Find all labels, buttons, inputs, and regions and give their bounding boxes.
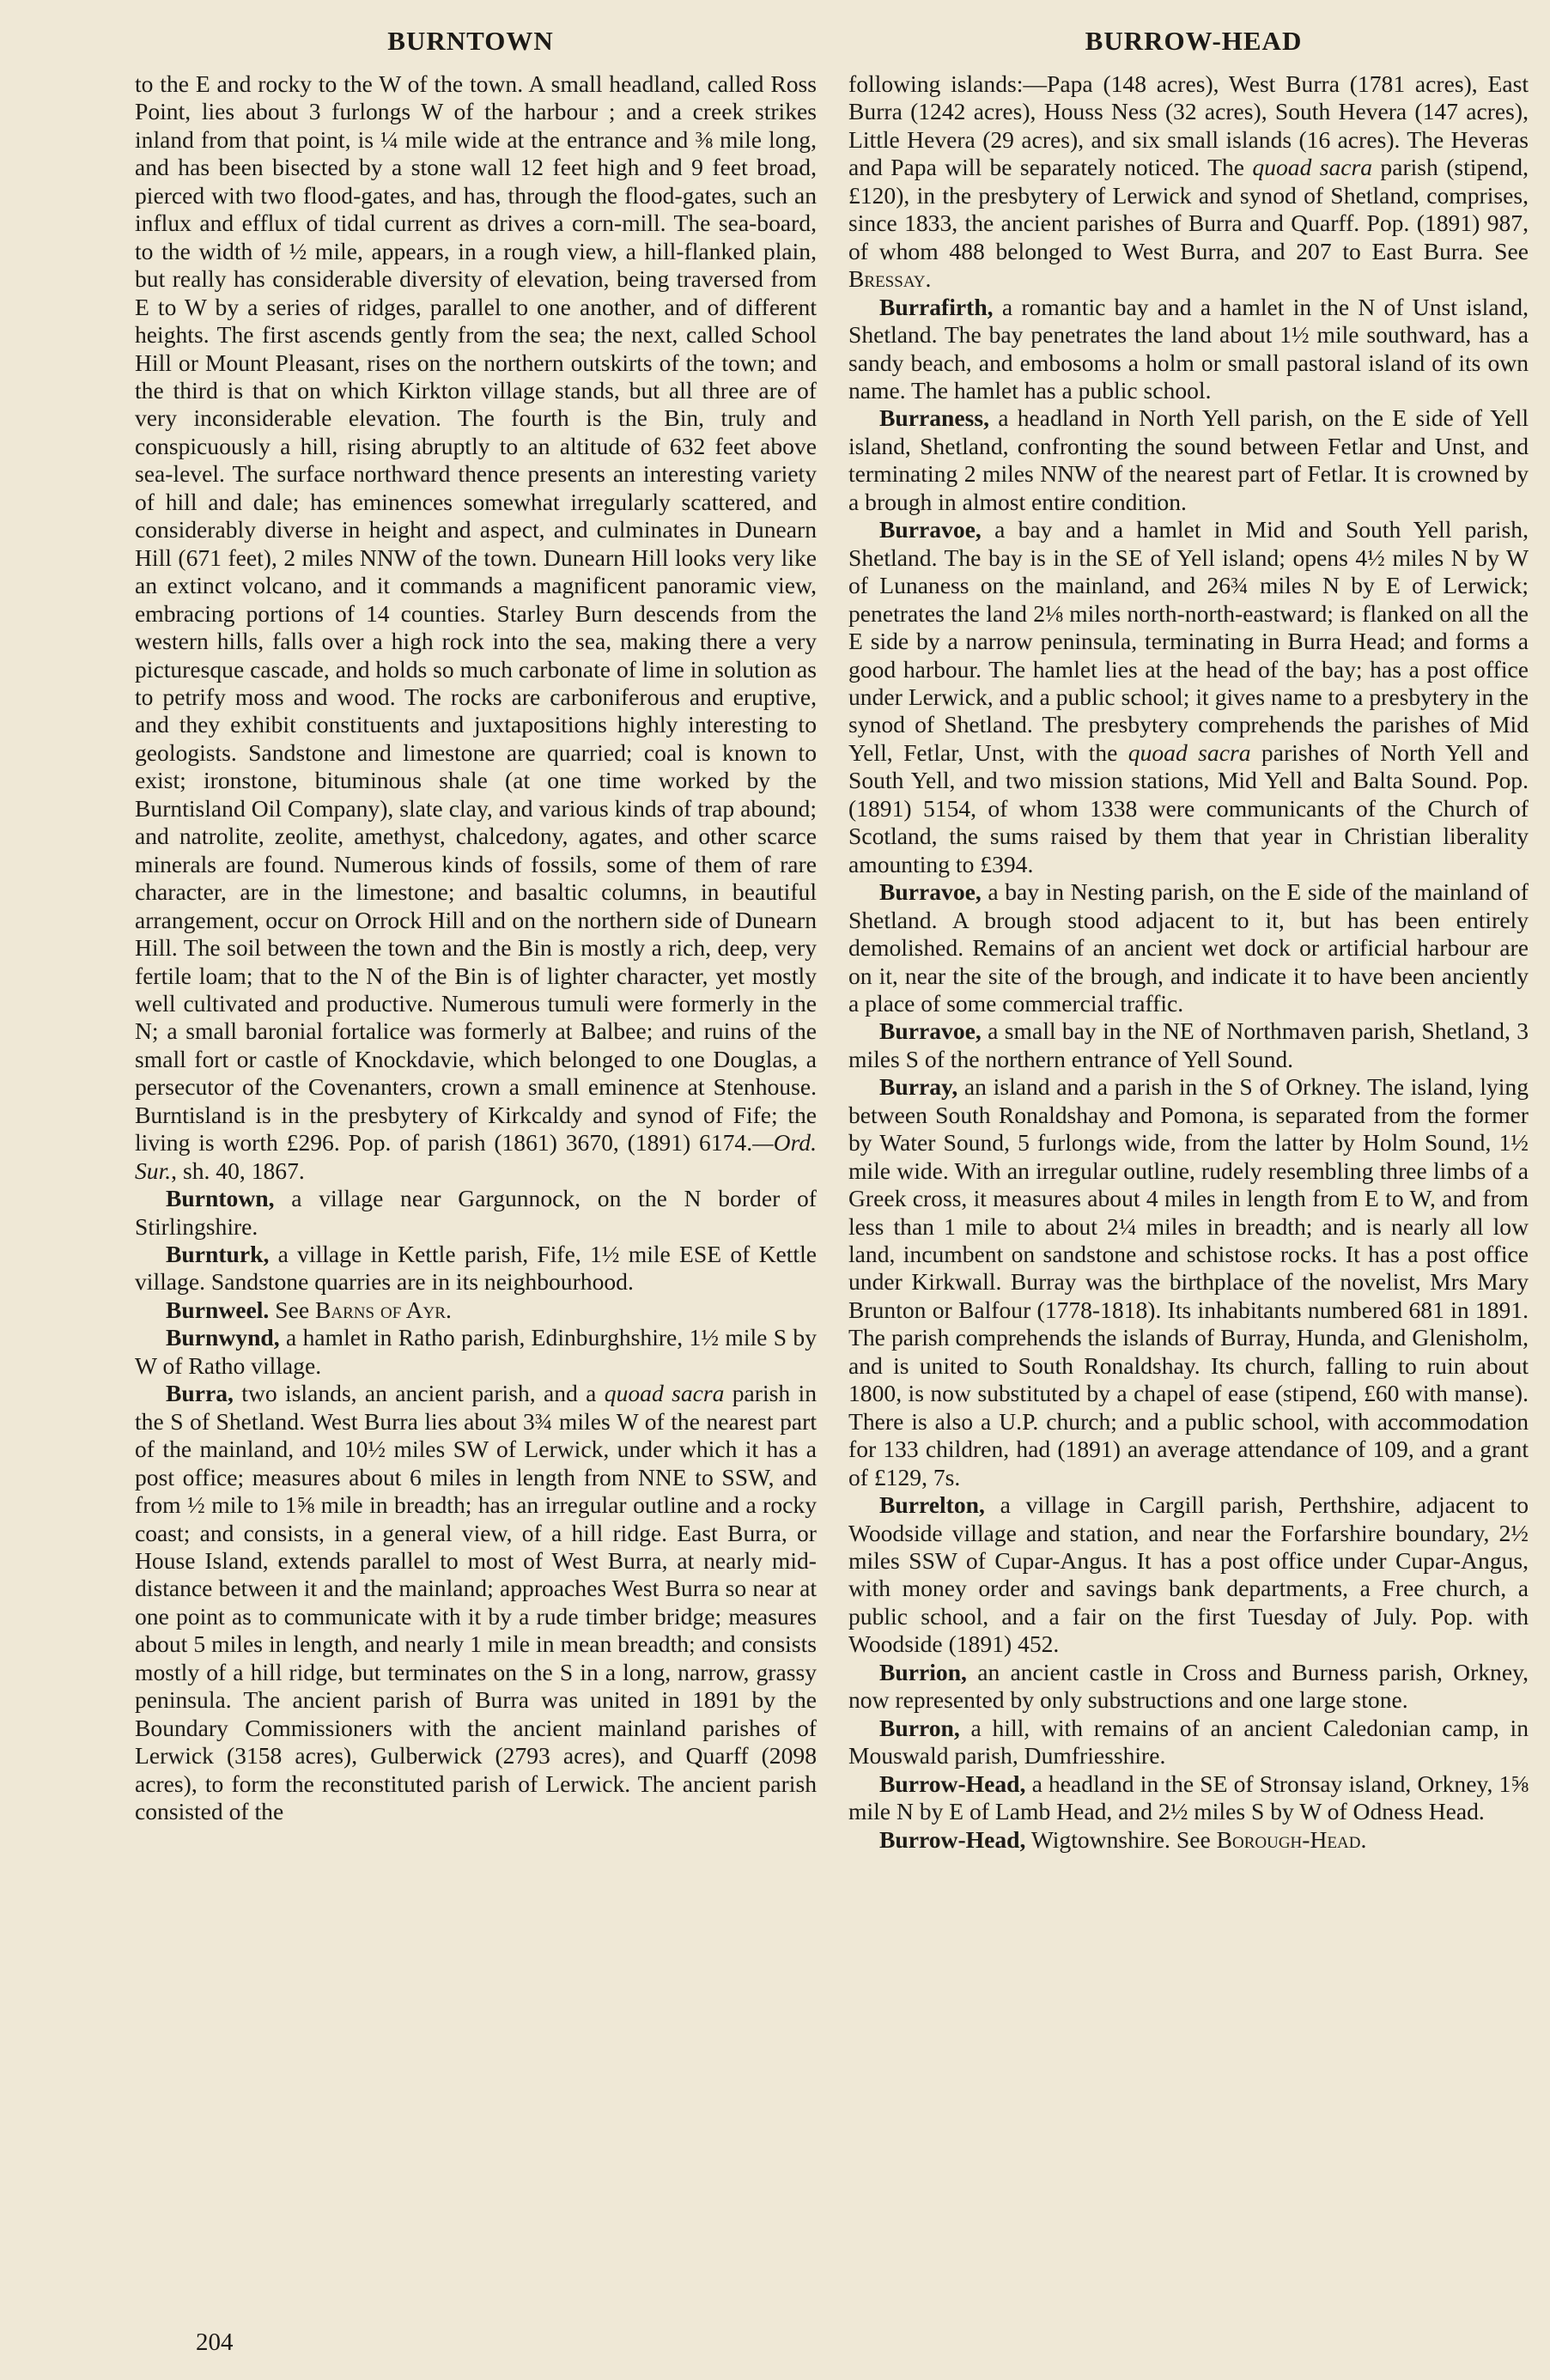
headword: Burrelton, [879, 1491, 985, 1519]
headword: Burntown, [166, 1185, 275, 1212]
entry-burrelton: Burrelton, a village in Cargill parish, Perthshire, adjacent to Woodside village and station, and near the Forfarshire boundary, 2½ miles SSW of Cupar-Angus. It has a post office under Cupar-Angus, with money order and savings bank departments, a Free church, a public school, and a fair on the first Tuesday of July. Pop. with Woodside (1891) 452. [848, 1491, 1529, 1658]
entry-burrow-head-wigtown: Burrow-Head, Wigtownshire. See Borough-Head. [879, 1825, 1367, 1853]
page-number: 204 [196, 2328, 234, 2356]
headword: Burravoe, [879, 1017, 982, 1045]
cross-reference: Barns of Ayr. [314, 1296, 452, 1323]
headword: Burnwynd, [166, 1324, 280, 1351]
running-head-left: BURNTOWN [387, 26, 554, 56]
right-column [848, 70, 1529, 1854]
entry-burray: Burray, an island and a parish in the S of Orkney. The island, lying between South Ronaldshay and Pomona, is separated from the former by Water Sound, 5 furlongs wide, from the latter by Holm Sound, 1½ mile wide. With an irregular outline, rudely resembling three limbs of a Greek cross, it measures about 4 miles in length from E to W, and from less than 1 mile to about 2¼ miles in breadth; and is nearly all low land, incumbent on sandstone and schistose rocks. It has a post office under Kirkwall. Burray was the birthplace of the novelist, Mrs Mary Brunton or Balfour (1778-1818). Its inhabitants numbered 681 in 1891. The parish comprehends the islands of Burray, Hunda, and Glenisholm, and is united to South Ronaldshay. Its church, falling to ruin about 1800, is now substituted by a chapel of ease (stipend, £60 with manse). There is also a U.P. church; and a public school, with accommodation for 133 children, had (1891) an average attendance of 109, and a grant of £129, 7s. [848, 1073, 1529, 1491]
headword: Burron, [879, 1714, 960, 1741]
entry-burrow-head-orkney: Burrow-Head, a headland in the SE of Stronsay island, Orkney, 1⅝ mile N by E of Lamb Head, and 2½ miles S by W of Odness Head. [848, 1770, 1529, 1825]
headword: Burra, [166, 1380, 234, 1407]
cross-reference: Borough-Head. [1216, 1825, 1367, 1853]
entry-burravoe-nesting: Burravoe, a bay in Nesting parish, on the E side of the mainland of Shetland. A brough stood adjacent to it, but has been entirely demolished. Remains of an ancient wet dock or artificial harbour are on it, near the site of the brough, and indicate it to have been anciently a place of some commercial traffic. [848, 878, 1529, 1017]
headword: Burraness, [879, 404, 990, 432]
entry-burrion: Burrion, an ancient castle in Cross and Burness parish, Orkney, now represented by only substructions and one large stone. [848, 1658, 1529, 1714]
headword: Burravoe, [879, 878, 982, 906]
headword: Burnturk, [166, 1241, 270, 1268]
continuation-paragraph: following islands:—Papa (148 acres), West Burra (1781 acres), East Burra (1242 acres), Houss Ness (32 acres), South Hevera (147 acres), Little Hevera (29 acres), and six small islands (16 acres). The Heveras and Papa will be separately noticed. The quoad sacra parish (stipend, £120), in the presbytery of Lerwick and synod of Shetland, comprises, since 1833, the ancient parishes of Burra and Quarff. Pop. (1891) 987, of whom 488 belonged to West Burra, and 207 to East Burra. See Bressay. [848, 70, 1529, 293]
entry-burntown: Burntown, a village near Gargunnock, on the N border of Stirlingshire. [135, 1185, 817, 1240]
entry-burnturk: Burnturk, a village in Kettle parish, Fife, 1½ mile ESE of Kettle village. Sandstone quarries are in its neighbourhood. [135, 1241, 817, 1296]
headword: Burray, [879, 1073, 958, 1101]
continuation-paragraph: to the E and rocky to the W of the town. A small headland, called Ross Point, lies about 3 furlongs W of the harbour ; and a creek strikes inland from that point, is ¼ mile wide at the entrance and ⅜ mile long, and has been bisected by a stone wall 12 feet high and 9 feet broad, pierced with two flood-gates, and has, through the flood-gates, such an influx and efflux of tidal current as drives a corn-mill. The sea-board, to the width of ½ mile, appears, in a rough view, a hill-flanked plain, but really has considerable diversity of elevation, being traversed from E to W by a series of ridges, parallel to one another, and of different heights. The first ascends gently from the sea; the next, called School Hill or Mount Pleasant, rises on the northern outskirts of the town; and the third is that on which Kirkton village stands, but all three are of very inconsiderable elevation. The fourth is the Bin, truly and conspicuously a hill, rising abruptly to an altitude of 632 feet above sea-level. The surface northward thence presents an interesting variety of hill and dale; has eminences somewhat irregularly scattered, and considerably diverse in height and aspect, and culminates in Dunearn Hill (671 feet), 2 miles NNW of the town. Dunearn Hill looks very like an extinct volcano, and it commands a magnificent panoramic view, embracing portions of 14 counties. Starley Burn descends from the western hills, falls over a high rock into the sea, making there a very picturesque cascade, and holds so much carbonate of lime in solution as to petrify moss and wood. The rocks are carboniferous and eruptive, and they exhibit constituents and juxtapositions highly interesting to geologists. Sandstone and limestone are quarried; coal is known to exist; ironstone, bituminous shale (at one time worked by the Burntisland Oil Company), slate clay, and various kinds of trap abound; and natrolite, zeolite, amethyst, chalcedony, agates, and other scarce minerals are found. Numerous kinds of fossils, some of them of rare character, are in the limestone; and basaltic columns, in beautiful arrangement, occur on Orrock Hill and on the northern side of Dunearn Hill. The soil between the town and the Bin is mostly a rich, deep, very fertile loam; that to the N of the Bin is of lighter character, yet mostly well cultivated and productive. Numerous tumuli were formerly in the N; a small baronial fortalice was formerly at Balbee; and ruins of the small fort or castle of Knockdavie, which belonged to one Douglas, a persecutor of the Covenanters, crown a small eminence at Stenhouse. Burntisland is in the presbytery of Kirkcaldy and synod of Fife; the living is worth £296. Pop. of parish (1861) 3670, (1891) 6174.—Ord. Sur., sh. 40, 1867. [135, 70, 817, 1184]
headword: Burrow-Head, [879, 1825, 1026, 1853]
entry-burravoe-yell: Burravoe, a bay and a hamlet in Mid and South Yell parish, Shetland. The bay is in the SE of Yell island; opens 4½ miles N by W of Lunaness on the mainland, and 26¾ miles N by E of Lerwick; penetrates the land 2⅛ miles north-north-eastward; is flanked on all the E side by a narrow peninsula, terminating in Burra Head; and forms a good harbour. The hamlet lies at the head of the bay; has a post office under Lerwick, and a public school; it gives name to a presbytery in the synod of Shetland. The presbytery comprehends the parishes of Mid Yell, Fetlar, Unst, with the quoad sacra parishes of North Yell and South Yell, and two mission stations, Mid Yell and Balta Sound. Pop. (1891) 5154, of whom 1338 were communicants of the Church of Scotland, the sums raised by them that year in Christian liberality amounting to £394. [848, 516, 1529, 877]
cross-reference: Bressay. [848, 265, 932, 293]
entry-burron: Burron, a hill, with remains of an ancient Caledonian camp, in Mouswald parish, Dumfriesshire. [848, 1714, 1529, 1770]
headword: Burrafirth, [879, 293, 994, 320]
entry-burnwynd: Burnwynd, a hamlet in Ratho parish, Edinburghshire, 1½ mile S by W of Ratho village. [135, 1324, 817, 1379]
headword: Burrow-Head, [879, 1770, 1026, 1797]
entry-burrafirth: Burrafirth, a romantic bay and a hamlet in the N of Unst island, Shetland. The bay penetrates the land about 1½ mile southward, has a sandy beach, and embosoms a holm or small pastoral island of its own name. The hamlet has a public school. [848, 293, 1529, 404]
headword: Burnweel. [166, 1296, 270, 1323]
entry-burravoe-northmaven: Burravoe, a small bay in the NE of Northmaven parish, Shetland, 3 miles S of the northern entrance of Yell Sound. [848, 1017, 1529, 1072]
headword: Burrion, [879, 1658, 967, 1685]
entry-burra: Burra, two islands, an ancient parish, and a quoad sacra parish in the S of Shetland. West Burra lies about 3¾ miles W of the nearest part of the mainland, and 10½ miles SW of Lerwick, under which it has a post office; measures about 6 miles in length from NNE to SSW, and from ½ mile to 1⅝ mile in breadth; has an irregular outline and a rocky coast; and consists, in a general view, of a hill ridge. East Burra, or House Island, extends parallel to most of West Burra, at nearly mid-distance between it and the mainland; approaches West Burra so near at one point as to communicate with it by a rude timber bridge; measures about 5 miles in length, and nearly 1 mile in mean breadth; and consists mostly of a hill ridge, but terminates on the S in a long, narrow, grassy peninsula. The ancient parish of Burra was united in 1891 by the Boundary Commissioners with the ancient mainland parishes of Lerwick (3158 acres), Gulberwick (2793 acres), and Quarff (2098 acres), to form the reconstituted parish of Lerwick. The ancient parish consisted of the [135, 1380, 818, 1825]
headword: Burravoe, [879, 516, 982, 543]
entry-burraness: Burraness, a headland in North Yell parish, on the E side of Yell island, Shetland, confronting the sound between Fetlar and Unst, and terminating 2 miles NNW of the nearest part of Fetlar. It is crowned by a brough in almost entire condition. [848, 404, 1529, 515]
running-head-right: BURROW-HEAD [1085, 26, 1303, 56]
left-column [135, 70, 817, 1826]
entry-burnweel: Burnweel. See Barns of Ayr. [166, 1296, 452, 1323]
